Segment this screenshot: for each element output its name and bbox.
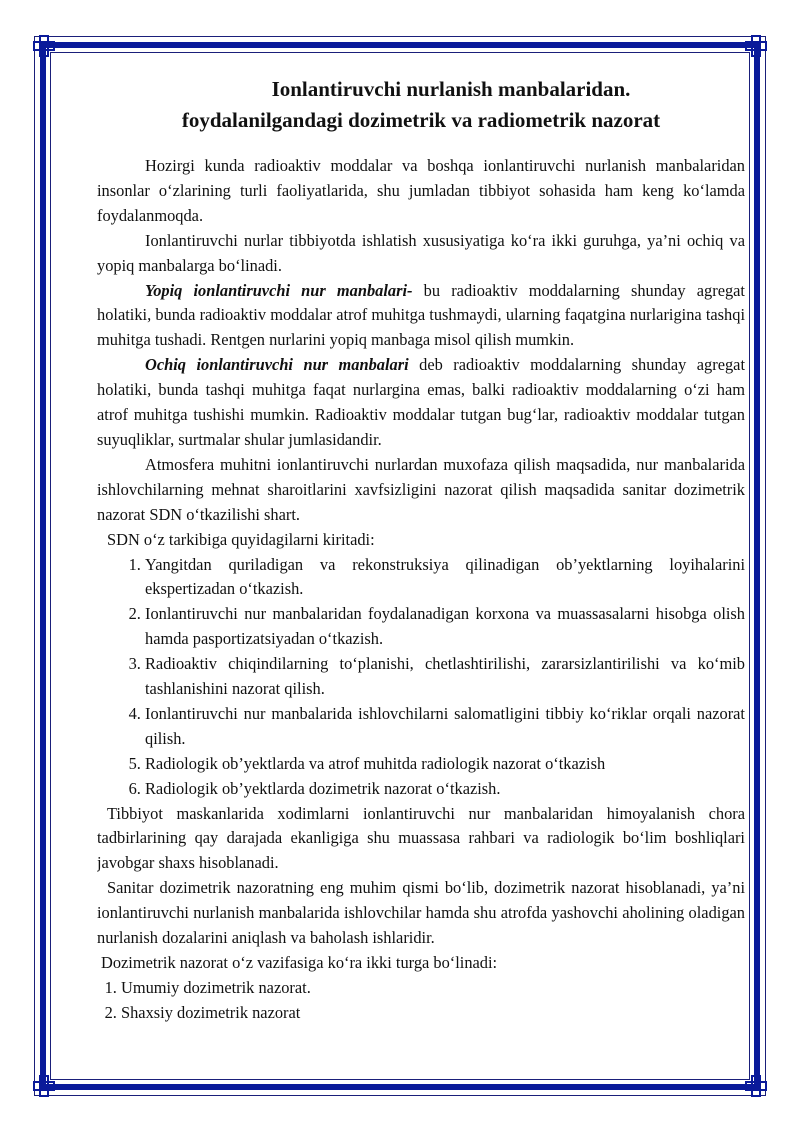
corner-ornament-bottom-left bbox=[33, 1075, 55, 1097]
document-body bbox=[97, 74, 745, 1072]
corner-ornament-bottom-right bbox=[745, 1075, 767, 1097]
sdn-list bbox=[97, 553, 745, 802]
paragraph-classification: Ionlantiruvchi nurlar tibbiyotda ishlatish xususiyatiga ko‘ra ikki guruhga, ya’ni ochiq va yopiq manbalarga bo‘linadi. bbox=[97, 230, 745, 275]
paragraph-responsibility: Tibbiyot maskanlarida xodimlarni ionlantiruvchi nur manbalaridan himoyalanish chora tadbirlarining qay darajada ekanligiga shu muassasa rahbari va radiologik bo‘lim boshliqlari javobgar shaxs hisoblanadi. bbox=[97, 803, 745, 873]
document-title bbox=[97, 74, 745, 136]
list-item: 2. Ionlantiruvchi nur manbalaridan foydalanadigan korxona va muassasalarni hisobga olish hamda pasportizatsiyadan o‘tkazish. bbox=[145, 602, 745, 652]
list-item: 4. Ionlantiruvchi nur manbalarida ishlovchilarni salomatligini tibbiy ko‘riklar orqali nazorat qilish. bbox=[145, 702, 745, 752]
paragraph-open-sources bbox=[97, 353, 745, 453]
list-item: 5. Radiologik ob’yektlarda va atrof muhitda radiologik nazorat o‘tkazish bbox=[145, 752, 745, 777]
list-item: 2. Shaxsiy dozimetrik nazorat bbox=[121, 1001, 745, 1026]
title-line-2: foydalanilgandagi dozimetrik va radiometrik nazorat bbox=[181, 108, 661, 132]
term-closed-sources: Yopiq ionlantiruvchi nur manbalari- bbox=[145, 280, 413, 300]
list-item: 6. Radiologik ob’yektlarda dozimetrik nazorat o‘tkazish. bbox=[145, 777, 745, 802]
paragraph-sdn-requirement: Atmosfera muhitni ionlantiruvchi nurlardan muxofaza qilish maqsadida, nur manbalarida ishlovchilarning mehnat sharoitlarini xavfsizligini nazorat qilish maqsadida sanitar dozimetrik nazorat SDN o‘tkazilishi shart. bbox=[97, 454, 745, 524]
paragraph-intro: Hozirgi kunda radioaktiv moddalar va boshqa ionlantiruvchi nurlanish manbalaridan insonlar o‘zlarining turli faoliyatlarida, shu jumladan tibbiyot sohasida ham keng ko‘lamda foydalanmoqda. bbox=[97, 156, 745, 225]
definition-open-sources: deb radioaktiv moddalarning shunday agregat holatiki, bunda tashqi muhitga faqat nurlargina emas, balki radioaktiv moddalarning o‘zi ham atrof muhitga tushishi mumkin. Radioaktiv moddalar tutgan bug‘lar, radioaktiv moddalar tutgan suyuqliklar, surtmalar shular jumlasidandir. bbox=[97, 355, 745, 449]
list-item: 3. Radioaktiv chiqindilarning to‘planishi, chetlashtirilishi, zararsizlantirilishi va ko‘mib tashlanishini nazorat qilish. bbox=[145, 652, 745, 702]
list-item: 1. Umumiy dozimetrik nazorat. bbox=[121, 976, 745, 1001]
paragraph-control-types: Dozimetrik nazorat o‘z vazifasiga ko‘ra ikki turga bo‘linadi: bbox=[101, 953, 498, 972]
control-types-list bbox=[97, 976, 745, 1026]
term-open-sources: Ochiq ionlantiruvchi nur manbalari bbox=[145, 355, 409, 375]
title-line-1: Ionlantiruvchi nurlanish manbalaridan. bbox=[271, 77, 631, 101]
paragraph-dosimetric-control: Sanitar dozimetrik nazoratning eng muhim qismi bo‘lib, dozimetrik nazorat hisoblanadi, ya’ni ionlantiruvchi nurlanish manbalarida ishlovchilar hamda shu atrofda yashovchi aholining oladigan nurlanish dozalarini aniqlash va baholash ishlaridir. bbox=[97, 878, 745, 948]
list-item: 1. Yangitdan quriladigan va rekonstruksiya qilinadigan ob’yektlarning loyihalarini ekspertizadan o‘tkazish. bbox=[145, 553, 745, 603]
corner-ornament-top-right bbox=[745, 35, 767, 57]
paragraph-closed-sources bbox=[97, 279, 745, 354]
definition-closed-sources: bu radioaktiv moddalarning shunday agregat holatiki, bunda radioaktiv moddalar atrof muhitga tushmaydi, ularning faqatgina nurlarigina tashqi muhitga tushadi. Rentgen nurlarini yopiq manbaga misol qilish mumkin. bbox=[97, 280, 745, 350]
paragraph-sdn-includes: SDN o‘z tarkibiga quyidagilarni kiritadi: bbox=[107, 529, 375, 549]
corner-ornament-top-left bbox=[33, 35, 55, 57]
